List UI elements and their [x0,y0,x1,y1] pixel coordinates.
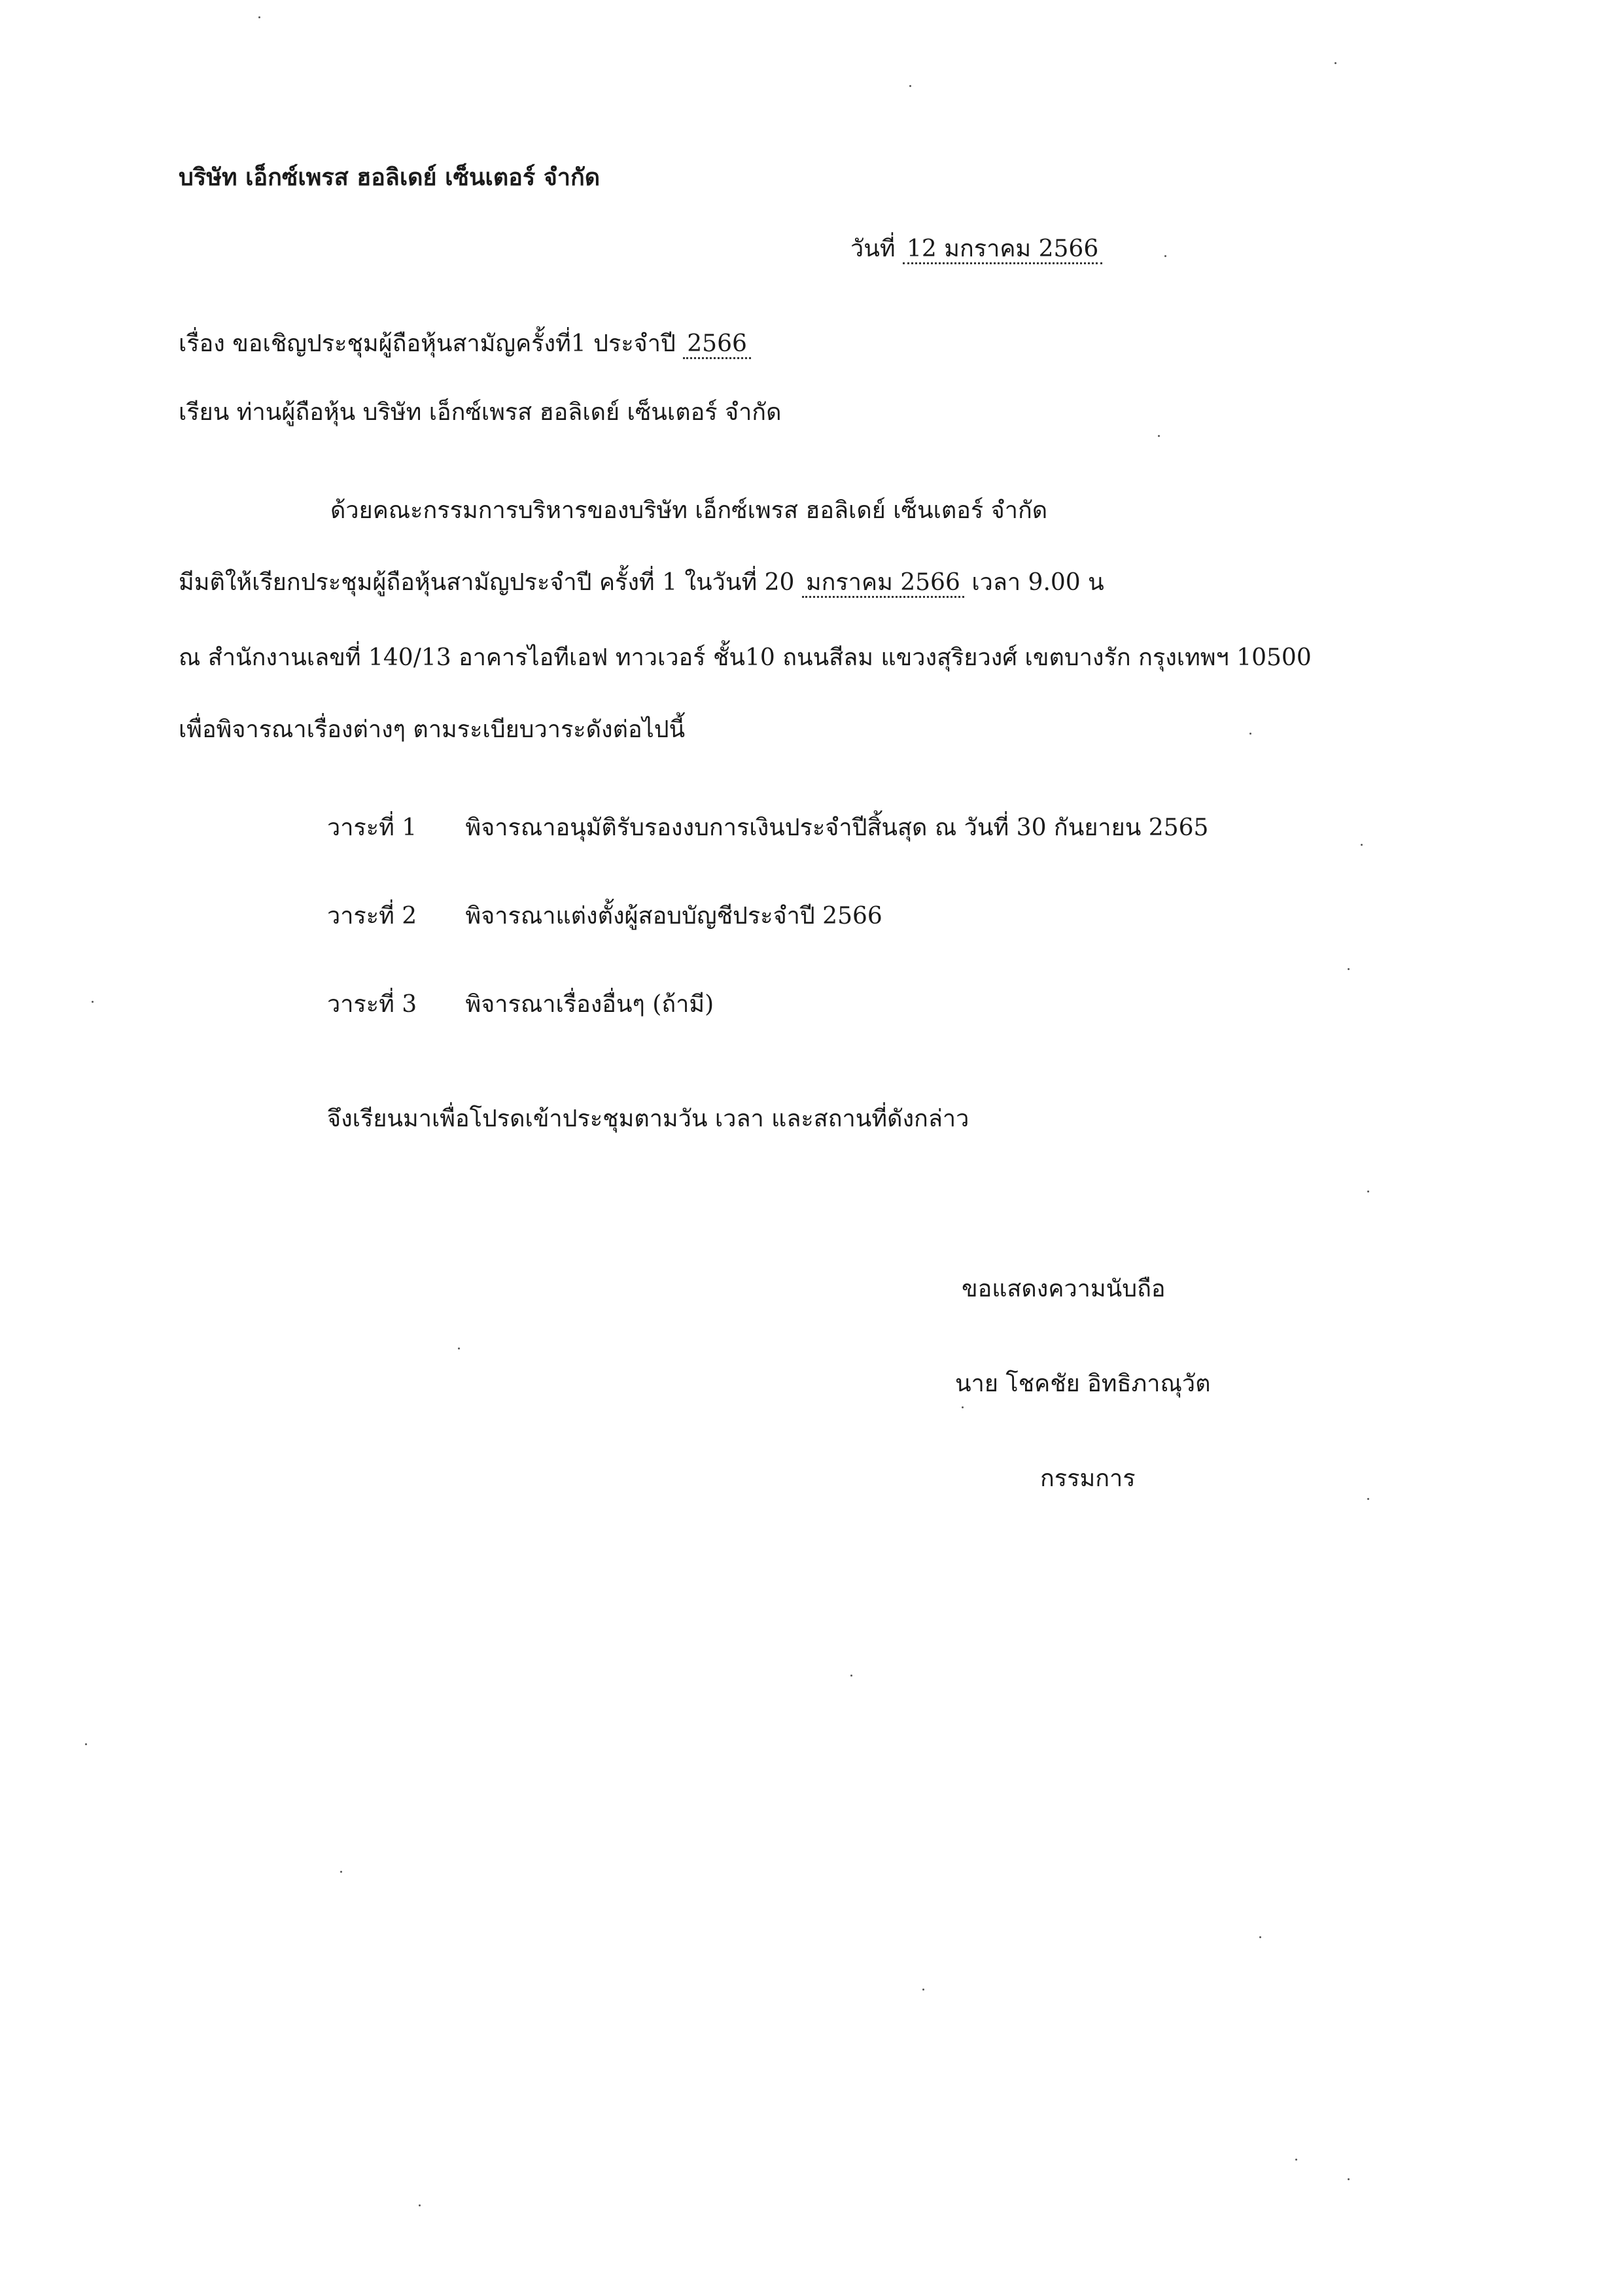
agenda-item [327,988,714,1022]
body-paragraph-line-3: ณ สำนักงานเลขที่ 140/13 อาคารไอทีเอฟ ทาวเวอร์ ชั้น10 ถนนสีลม แขวงสุริยวงศ์ เขตบางรัก กรุงเทพฯ 10500 [179,644,1312,671]
scan-speck [1367,1191,1369,1192]
agenda-number: วาระที่ 2 [327,903,417,930]
scan-speck [1158,435,1160,437]
scan-speck [909,85,911,87]
meeting-date: มกราคม 2566 [802,569,964,598]
agenda-text: พิจารณาแต่งตั้งผู้สอบบัญชีประจำปี 2566 [465,903,882,930]
scan-speck [922,1989,924,1991]
company-header: บริษัท เอ็กซ์เพรส ฮอลิเดย์ เซ็นเตอร์ จำกัด [179,164,601,191]
scan-speck [1249,733,1251,735]
scan-speck [419,2204,421,2206]
date-line [850,232,1102,266]
agenda-number: วาระที่ 1 [327,814,417,841]
recipient-text: ท่านผู้ถือหุ้น บริษัท เอ็กซ์เพรส ฮอลิเดย์ เซ็นเตอร์ จำกัด [236,399,782,426]
agenda-text: พิจารณาเรื่องอื่นๆ (ถ้ามี) [465,991,714,1018]
scan-speck [340,1871,342,1873]
signature-regards: ขอแสดงความนับถือ [962,1276,1166,1302]
meeting-time: เวลา 9.00 น [971,569,1104,596]
scan-speck [1348,968,1350,970]
scan-speck [850,1675,852,1677]
scan-speck [1259,1936,1261,1938]
agenda-number: วาระที่ 3 [327,991,417,1018]
scan-speck [962,1406,964,1408]
scan-speck [458,1348,460,1349]
recipient-line [179,396,781,430]
subject-text: ขอเชิญประชุมผู้ถือหุ้นสามัญครั้งที่1 ประจำปี [232,330,676,357]
recipient-label: เรียน [179,399,230,426]
agenda-text: พิจารณาอนุมัติรับรองงบการเงินประจำปีสิ้นสุด ณ วันที่ 30 กันยายน 2565 [465,814,1209,841]
meeting-resolution-text: มีมติให้เรียกประชุมผู้ถือหุ้นสามัญประจำปี ครั้งที่ 1 ในวันที่ 20 [179,569,795,596]
date-value: 12 มกราคม 2566 [903,235,1102,264]
subject-label: เรื่อง [179,330,225,357]
signature-name: นาย โชคชัย อิทธิภาณุวัต [955,1370,1211,1397]
scan-speck [1367,1498,1369,1500]
scan-speck [1361,844,1363,846]
scan-speck [1295,2159,1297,2161]
scan-speck [1335,62,1336,64]
date-label: วันที่ [850,235,896,262]
scan-speck [1348,2178,1350,2180]
agenda-item [327,899,882,933]
scan-speck [92,1001,94,1003]
scan-speck [1164,255,1166,257]
closing-line: จึงเรียนมาเพื่อโปรดเข้าประชุมตามวัน เวลา และสถานที่ดังกล่าว [327,1105,969,1132]
body-paragraph-line-1: ด้วยคณะกรรมการบริหารของบริษัท เอ็กซ์เพรส ฮอลิเดย์ เซ็นเตอร์ จำกัด [330,497,1048,524]
subject-line [179,327,751,361]
body-paragraph-line-4: เพื่อพิจารณาเรื่องต่างๆ ตามระเบียบวาระดังต่อไปนี้ [179,716,686,743]
subject-year: 2566 [683,330,751,359]
agenda-item [327,811,1208,845]
signature-title: กรรมการ [1040,1465,1136,1492]
body-paragraph-line-2 [179,566,1104,600]
scan-speck [258,16,260,18]
scan-speck [85,1743,87,1745]
